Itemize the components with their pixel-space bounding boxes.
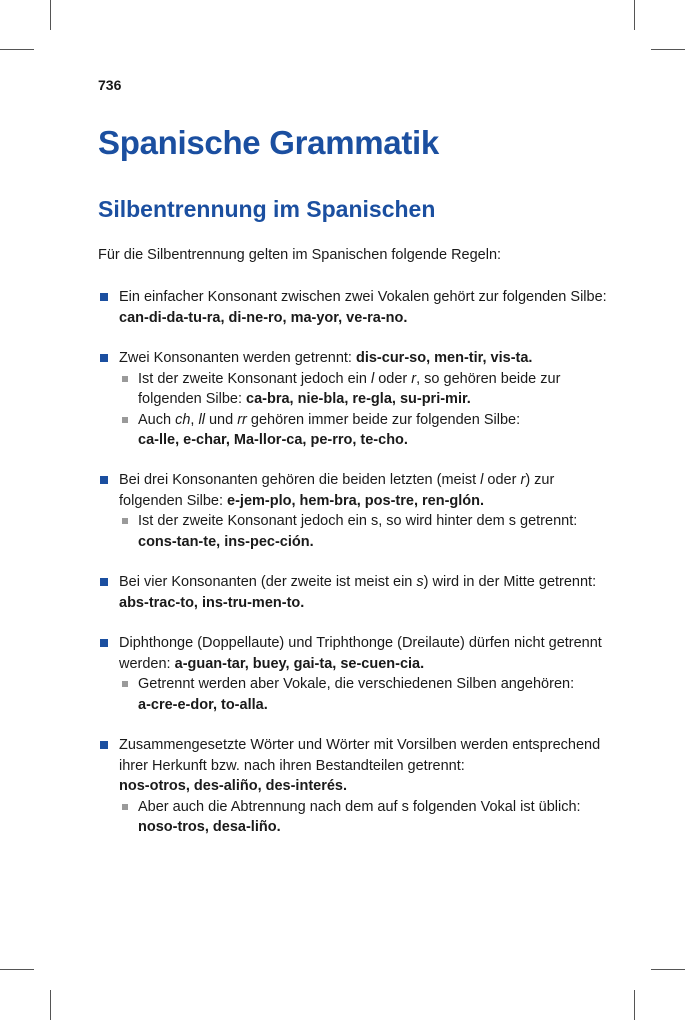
sub-rule-text: , so gehören beide zur folgenden Silbe: [138, 370, 561, 407]
crop-mark [50, 0, 51, 30]
sub-rule-examples: cons-tan-te, ins-pec-ción. [138, 533, 314, 550]
small-square-bullet-icon [122, 804, 128, 810]
square-bullet-icon [100, 354, 108, 362]
small-square-bullet-icon [122, 417, 128, 423]
rule-text [119, 287, 618, 328]
sub-rule-text: Ist der zweite Konsonant jedoch ein [138, 370, 371, 387]
rule-text [119, 633, 618, 674]
sub-rule-examples: a-cre-e-dor, to-alla. [138, 696, 268, 713]
rule-examples: e-jem-plo, hem-bra, pos-tre, ren-glón. [227, 492, 485, 509]
rule-examples: abs-trac-to, ins-tru-men-to. [119, 594, 305, 611]
crop-mark [0, 969, 34, 970]
rule-description: oder [483, 472, 521, 488]
sub-rule-examples: ca-lle, e-char, Ma-llor-ca, pe-rro, te-cho. [138, 432, 408, 448]
sub-rule-text: Ist der zweite Konsonant jedoch ein s, so wird hinter dem s getrennt: [138, 513, 578, 529]
letter: s [416, 574, 424, 590]
rule-text [119, 348, 618, 369]
sub-rule-item [119, 369, 618, 410]
letter: r [411, 370, 417, 387]
crop-mark [651, 969, 685, 970]
sub-rule-examples: noso-tros, desa-liño. [138, 819, 281, 835]
rule-examples: a-guan-tar, buey, gai-ta, se-cuen-cia. [174, 655, 425, 672]
rule-description: Bei vier Konsonanten (der zweite ist meist ein [119, 574, 417, 590]
sub-rule-text: , [190, 411, 199, 428]
rule-description: Zwei Konsonanten werden getrennt: [119, 350, 356, 366]
letter: ll [198, 411, 205, 428]
rule-text [119, 470, 618, 511]
rule-text [119, 735, 618, 797]
sub-rule-item [119, 410, 618, 451]
letter: r [520, 472, 526, 488]
letter: rr [237, 411, 247, 428]
rule-description: ) zur folgenden Silbe: [119, 472, 555, 509]
sub-rule-examples: ca-bra, nie-bla, re-gla, su-pri-mir. [246, 391, 471, 407]
rule-item [98, 348, 618, 451]
rule-text [119, 572, 618, 613]
rule-examples: can-di-da-tu-ra, di-ne-ro, ma-yor, ve-ra-no. [119, 309, 408, 326]
sub-rule-text: Getrennt werden aber Vokale, die verschiedenen Silben angehören: [138, 676, 575, 692]
rule-description: ) wird in der Mitte getrennt: [423, 574, 597, 590]
rule-examples: dis-cur-so, men-tir, vis-ta. [355, 350, 533, 366]
sub-rule-item [119, 511, 618, 552]
letter: l [370, 370, 375, 387]
square-bullet-icon [100, 741, 108, 749]
sub-rule-item [119, 797, 618, 838]
rule-item [98, 470, 618, 552]
small-square-bullet-icon [122, 376, 128, 382]
rule-item [98, 572, 618, 613]
letter: l [480, 472, 484, 488]
small-square-bullet-icon [122, 518, 128, 524]
sub-rule-item [119, 674, 618, 715]
sub-rule-text: Auch [138, 411, 176, 428]
letter: ch [175, 411, 191, 428]
rule-description: Zusammengesetzte Wörter und Wörter mit Vorsilben werden entsprechend ihrer Herkunft bzw. nach ihren Bestandteilen getrennt: [119, 737, 601, 774]
sub-rule-text: Aber auch die Abtrennung nach dem auf s folgenden Vokal ist üblich: [138, 798, 581, 815]
sub-rule-text: oder [374, 370, 412, 387]
crop-mark [634, 990, 635, 1020]
small-square-bullet-icon [122, 681, 128, 687]
crop-mark [50, 990, 51, 1020]
crop-mark [0, 49, 34, 50]
square-bullet-icon [100, 293, 108, 301]
square-bullet-icon [100, 578, 108, 586]
square-bullet-icon [100, 476, 108, 484]
sub-rule-text: gehören immer beide zur folgenden Silbe: [246, 411, 521, 428]
rule-examples: nos-otros, des-aliño, des-interés. [119, 778, 348, 794]
section-title: Silbentrennung im Spanischen [98, 196, 436, 222]
rule-description: Ein einfacher Konsonant zwischen zwei Vokalen gehört zur folgenden Silbe: [119, 289, 607, 305]
rule-item [98, 633, 618, 715]
crop-mark [651, 49, 685, 50]
rule-item [98, 287, 618, 328]
sub-rule-text: und [204, 411, 238, 428]
rule-description: Diphthonge (Doppellaute) und Triphthonge (Dreilaute) dürfen nicht getrennt werden: [119, 635, 602, 672]
square-bullet-icon [100, 639, 108, 647]
page-title: Spanische Grammatik [98, 124, 439, 161]
rule-description: Bei drei Konsonanten gehören die beiden letzten (meist [119, 472, 481, 488]
intro-text: Für die Silbentrennung gelten im Spanischen folgende Regeln: [98, 247, 502, 263]
rule-item [98, 735, 618, 838]
crop-mark [634, 0, 635, 30]
page-number: 736 [98, 77, 122, 93]
